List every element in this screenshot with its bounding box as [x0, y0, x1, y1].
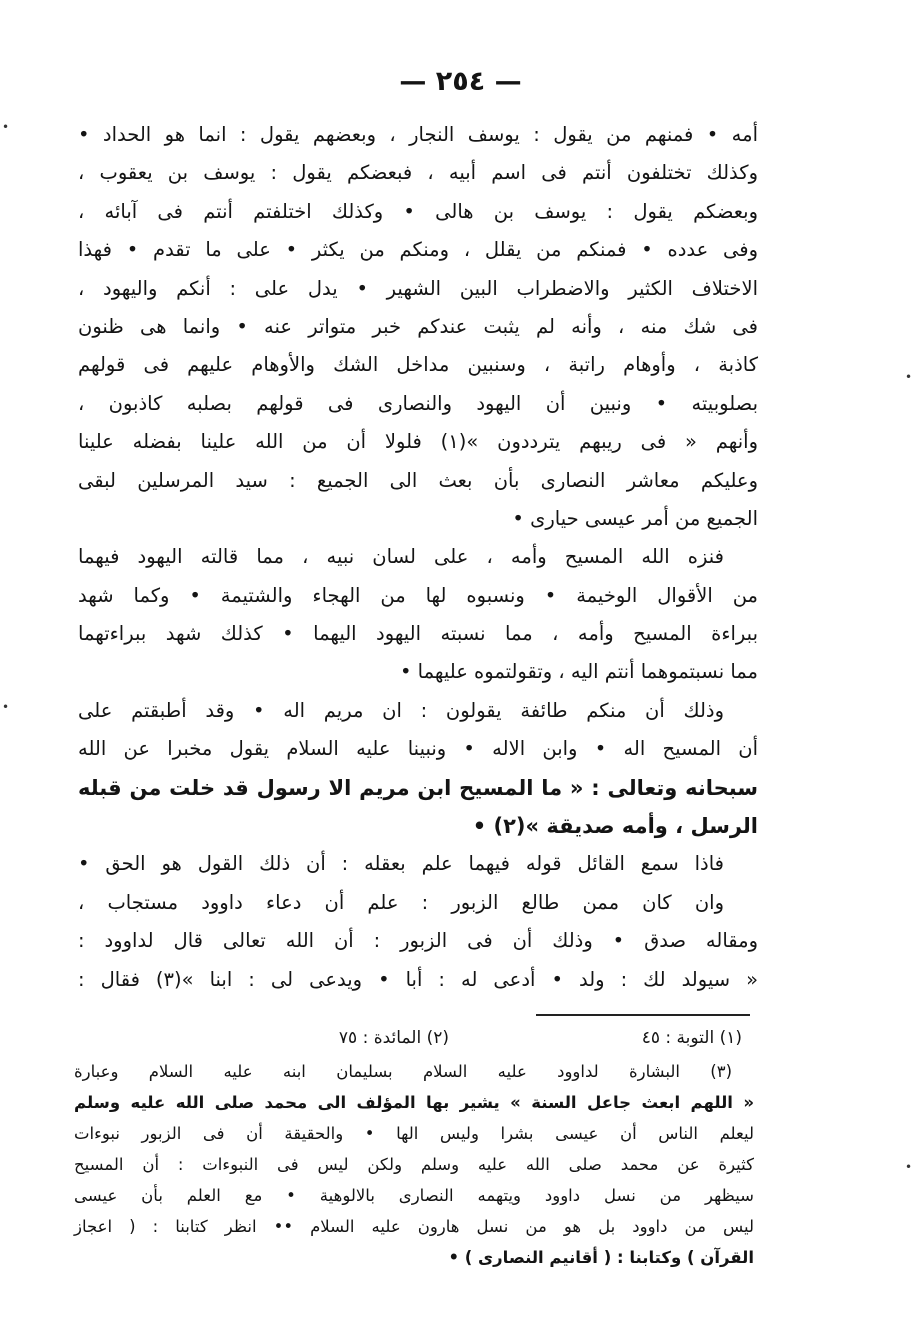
- text-line: كاذبة ، وأوهام راتبة ، وسنبين مداخل الشك والأوهام عليهم فى قولهم: [78, 353, 758, 377]
- quran-quote-line: الرسل ، وأمه صديقة »(٢) •: [472, 814, 758, 839]
- text-line: وذلك أن منكم طائفة يقولون : ان مريم اله • وقد أطبقتم على: [78, 698, 724, 722]
- text-line: فنزه الله المسيح وأمه ، على لسان نبيه ، مما قالته اليهود فيهما: [78, 545, 724, 569]
- scan-speck: •: [2, 120, 10, 134]
- footnote-3-line: ليس من داوود بل هو من نسل هارون عليه السلام •• انظر كتابنا : ( اعجاز: [74, 1217, 754, 1236]
- footnote-3-line: القرآن ) وكتابنا : ( أقانيم النصارى ) •: [448, 1248, 754, 1267]
- footnote-separator: [536, 1014, 750, 1016]
- scan-speck: •: [905, 370, 913, 384]
- footnote-3-line: كثيرة عن محمد صلى الله عليه وسلم ولكن ليس فى النبوءات : أن المسيح: [74, 1155, 754, 1174]
- text-line: من الأقوال الوخيمة • ونسبوه لها من الهجاء والشتيمة • وكما شهد: [78, 583, 758, 607]
- text-line: وفى عدده • فمنكم من يقلل ، ومنكم من يكثر • على ما تقدم • فهذا: [78, 238, 758, 262]
- footnote-refs-row: [74, 1020, 754, 1056]
- text-line: وان كان ممن طالع الزبور : علم أن دعاء داوود مستجاب ،: [78, 890, 724, 914]
- text-line: وأنهم « فى ريبهم يترددون »(١) فلولا أن من الله علينا بفضله علينا: [78, 430, 758, 454]
- text-line: الاختلاف الكثير والاضطراب البين الشهير • يدل على : أنكم واليهود ،: [78, 276, 758, 300]
- text-line: وبعضكم يقول : يوسف بن هالى • وكذلك اختلفتم أنتم فى آبائه ،: [78, 199, 758, 223]
- footnote-3-line: (٣) البشارة لداوود عليه السلام بسليمان ابنه عليه السلام وعبارة: [74, 1062, 732, 1081]
- text-line: بصلوبيته • ونبين أن اليهود والنصارى فى قولهم بصلبه كاذبون ،: [78, 391, 758, 415]
- text-line: مما نسبتموهما أنتم اليه ، وتقولتموه عليهما •: [399, 660, 758, 684]
- text-line: ومقاله صدق • وذلك أن فى الزبور : أن الله تعالى قال لداوود :: [78, 929, 758, 953]
- text-line: وكذلك تختلفون أنتم فى اسم أبيه ، فبعضكم يقول : يوسف بن يعقوب ،: [78, 161, 758, 185]
- footnote-3-line: « اللهم ابعث جاعل السنة » يشير بها المؤلف الى محمد صلى الله عليه وسلم: [74, 1093, 754, 1112]
- text-line: فاذا سمع القائل قوله فيهما علم بعقله : أن ذلك القول هو الحق •: [78, 852, 724, 876]
- footnotes: [74, 1020, 754, 1273]
- main-text: [78, 116, 758, 999]
- text-line: وعليكم معاشر النصارى بأن بعث الى الجميع : سيد المرسلين لبقى: [78, 468, 758, 492]
- quran-quote-line: سبحانه وتعالى : « ما المسيح ابن مريم الا رسول قد خلت من قبله: [78, 775, 758, 800]
- scan-speck: •: [905, 1160, 913, 1174]
- scan-speck: •: [2, 700, 10, 714]
- text-line: ببراءة المسيح وأمه ، مما نسبته اليهود اليهما • كذلك شهد ببراءتهما: [78, 622, 758, 646]
- text-line: الجميع من أمر عيسى حيارى •: [512, 506, 758, 530]
- page-number: — ٢٥٤ —: [399, 66, 522, 97]
- text-line: أن المسيح اله • وابن الاله • ونبينا عليه السلام يقول مخبرا عن الله: [78, 737, 758, 761]
- footnote-2: (٢) المائدة : ٧٥: [338, 1028, 449, 1048]
- text-line: أمه • فمنهم من يقول : يوسف النجار ، وبعضهم يقول : انما هو الحداد •: [78, 123, 758, 146]
- footnote-1: (١) التوبة : ٤٥: [641, 1028, 742, 1048]
- text-line: « سيولد لك : ولد • أدعى له : أبا • ويدعى لى : ابنا »(٣) فقال :: [78, 967, 759, 991]
- footnote-3-line: ليعلم الناس أن عيسى بشرا وليس الها • والحقيقة أن فى الزبور نبوءات: [74, 1124, 754, 1143]
- text-line: فى شك منه ، وأنه لم يثبت عندكم خبر متواتر عنه • وانما هى ظنون: [78, 314, 758, 338]
- footnote-3-line: سيظهر من نسل داوود ويتهمه النصارى بالالوهية • مع العلم بأن عيسى: [74, 1186, 754, 1205]
